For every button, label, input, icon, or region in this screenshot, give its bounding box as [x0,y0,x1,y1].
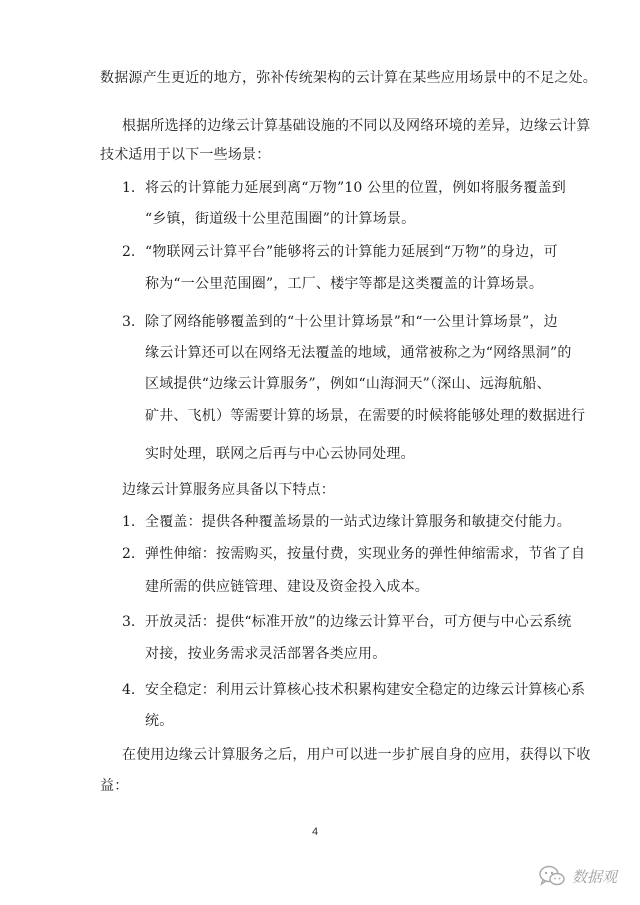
list-number: 2. [122,244,136,260]
paragraph-line: 益： [100,778,129,794]
paragraph-line: 在使用边缘云计算服务之后，用户可以进一步扩展自身的应用，获得以下收 [122,747,591,763]
list-item-line: 实时处理，联网之后再与中心云协同处理。 [145,446,415,462]
watermark [538,862,617,890]
list-item-line: 除了网络能够覆盖到的“十公里计算场景”和“一公里计算场景”，边 [145,314,558,330]
list-item-line: 称为“一公里范围圈”，工厂、楼宇等都是这类覆盖的计算场景。 [145,276,544,292]
list-item-line: “物联网云计算平台”能够将云的计算能力延展到“万物”的身边，可 [145,244,558,260]
list-number: 2. [122,546,136,562]
list-item-line: 缘云计算还可以在网络无法覆盖的地域，通常被称之为“网络黑洞”的 [145,345,572,361]
paragraph-line: 边缘云计算服务应具备以下特点： [122,482,335,498]
list-item-line: 统。 [145,713,174,729]
list-item-line: “乡镇，街道级十公里范围圈”的计算场景。 [145,211,416,227]
list-number: 1. [122,514,136,530]
list-item-line: 全覆盖：提供各种覆盖场景的一站式边缘计算服务和敏捷交付能力。 [145,514,571,530]
list-item-line: 将云的计算能力延展到离“万物”10 公里的位置，例如将服务覆盖到 [145,180,566,196]
list-number: 3. [122,614,136,630]
list-item-line: 对接，按业务需求灵活部署各类应用。 [145,646,387,662]
paragraph-line: 技术适用于以下一些场景： [100,147,271,163]
list-number: 3. [122,314,136,330]
page-number: 4 [312,826,319,838]
list-number: 1. [122,180,136,196]
list-item-line: 弹性伸缩：按需购买，按量付费，实现业务的弹性伸缩需求，节省了自 [145,546,586,562]
watermark-text: 数据观 [572,867,618,886]
list-item-line: 开放灵活：提供“标准开放”的边缘云计算平台，可方便与中心云系统 [145,614,572,630]
paragraph-line: 根据所选择的边缘云计算基础设施的不同以及网络环境的差异，边缘云计算 [122,118,591,134]
list-number: 4. [122,682,136,698]
list-item-line: 安全稳定：利用云计算核心技术积累构建安全稳定的边缘云计算核心系 [145,682,586,698]
paragraph-line: 数据源产生更近的地方，弥补传统架构的云计算在某些应用场景中的不足之处。 [100,70,597,86]
list-item-line: 矿井、飞机）等需要计算的场景，在需要的时候将能够处理的数据进行 [145,408,586,424]
wechat-icon [538,865,566,887]
list-item-line: 建所需的供应链管理、建设及资金投入成本。 [145,579,429,595]
list-item-line: 区域提供“边缘云计算服务”，例如“山海洞天”（深山、远海航船、 [145,376,551,392]
